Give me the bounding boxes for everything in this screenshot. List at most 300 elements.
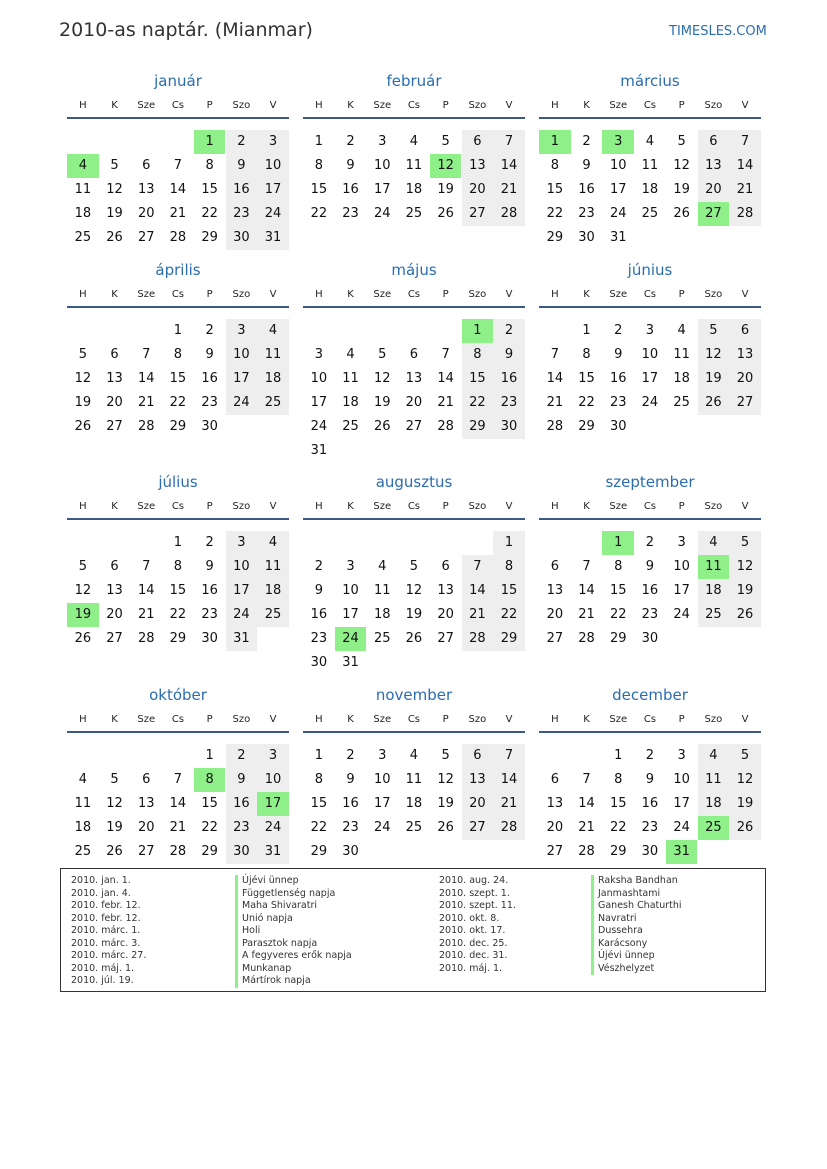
day-cell: 17 bbox=[641, 371, 659, 386]
day-cell: 6 bbox=[740, 323, 750, 338]
day-cell: 7 bbox=[142, 559, 151, 574]
day-cell: 13 bbox=[137, 796, 155, 811]
day-cell: 15 bbox=[546, 182, 564, 197]
day-cell: 14 bbox=[137, 371, 155, 386]
day-cell: 25 bbox=[342, 419, 359, 434]
legend-date: 2010. febr. 12. bbox=[71, 912, 141, 924]
weekday-header: K bbox=[347, 501, 354, 512]
day-cell: 25 bbox=[74, 230, 92, 245]
legend-date-column bbox=[71, 875, 146, 988]
day-cell: 11 bbox=[264, 347, 282, 362]
day-cell: 27 bbox=[546, 844, 564, 859]
day-cell: 5 bbox=[409, 559, 419, 574]
day-cell: 25 bbox=[673, 395, 690, 410]
weekday-header: V bbox=[741, 100, 749, 111]
day-cell: 12 bbox=[437, 772, 454, 787]
weekday-header: H bbox=[551, 289, 559, 300]
day-cell: 8 bbox=[582, 347, 591, 362]
holiday-day-cell: 11 bbox=[698, 555, 730, 579]
weekday-header: Szo bbox=[704, 289, 723, 300]
weekday-header: V bbox=[269, 289, 277, 300]
day-cell: 16 bbox=[342, 182, 359, 197]
page-title: 2010-as naptár. (Mianmar) bbox=[59, 19, 313, 41]
day-cell: 4 bbox=[645, 134, 655, 149]
day-cell: 5 bbox=[740, 535, 750, 550]
weekday-header: Cs bbox=[407, 289, 421, 300]
month-name: július bbox=[158, 473, 198, 491]
legend-name-column bbox=[591, 875, 682, 975]
day-cell: 2 bbox=[237, 748, 246, 763]
legend-date: 2010. jan. 4. bbox=[71, 887, 131, 899]
day-cell: 5 bbox=[78, 347, 87, 362]
day-cell: 8 bbox=[314, 772, 323, 787]
day-cell: 10 bbox=[264, 158, 282, 173]
header-rule bbox=[303, 731, 525, 733]
day-cell: 30 bbox=[201, 419, 218, 434]
day-cell: 27 bbox=[106, 631, 123, 646]
day-cell: 29 bbox=[169, 631, 187, 646]
weekday-header: K bbox=[111, 289, 118, 300]
legend-date: 2010. dec. 25. bbox=[439, 937, 508, 949]
day-cell: 10 bbox=[342, 583, 359, 598]
day-cell: 14 bbox=[137, 583, 155, 598]
day-cell: 29 bbox=[310, 844, 328, 859]
weekday-header: Szo bbox=[704, 100, 723, 111]
day-cell: 21 bbox=[169, 820, 187, 835]
holiday-day-cell: 19 bbox=[67, 603, 99, 627]
month-name: március bbox=[620, 72, 680, 90]
day-cell: 25 bbox=[74, 844, 92, 859]
day-cell: 5 bbox=[709, 323, 718, 338]
day-cell: 4 bbox=[268, 323, 278, 338]
day-cell: 23 bbox=[201, 395, 218, 410]
day-cell: 17 bbox=[373, 182, 391, 197]
day-cell: 8 bbox=[473, 347, 482, 362]
day-cell: 8 bbox=[173, 347, 183, 362]
day-cell: 18 bbox=[264, 583, 282, 598]
weekday-header: Szo bbox=[468, 289, 487, 300]
header-rule bbox=[539, 518, 761, 520]
day-cell: 18 bbox=[705, 583, 722, 598]
day-cell: 5 bbox=[441, 134, 450, 149]
day-cell: 13 bbox=[736, 347, 754, 362]
day-cell: 20 bbox=[106, 607, 123, 622]
day-cell: 20 bbox=[705, 182, 722, 197]
weekday-header: V bbox=[505, 289, 513, 300]
weekday-header: Szo bbox=[232, 714, 251, 725]
legend-holiday-name: Unió napja bbox=[235, 913, 352, 926]
day-cell: 1 bbox=[314, 134, 323, 149]
day-cell: 26 bbox=[673, 206, 690, 221]
day-cell: 13 bbox=[405, 371, 423, 386]
month-name: május bbox=[391, 261, 437, 279]
weekday-header: H bbox=[79, 714, 87, 725]
day-cell: 23 bbox=[641, 607, 659, 622]
day-cell: 13 bbox=[469, 772, 486, 787]
day-cell: 14 bbox=[437, 371, 454, 386]
day-cell: 1 bbox=[173, 323, 183, 338]
day-cell: 11 bbox=[342, 371, 359, 386]
weekday-header: Cs bbox=[171, 501, 185, 512]
weekday-header: P bbox=[442, 501, 449, 512]
day-cell: 22 bbox=[546, 206, 564, 221]
day-cell: 8 bbox=[504, 559, 514, 574]
month-name: november bbox=[375, 686, 453, 704]
weekday-header: V bbox=[505, 714, 513, 725]
day-cell: 6 bbox=[441, 559, 450, 574]
day-cell: 28 bbox=[578, 844, 595, 859]
header-rule bbox=[67, 731, 289, 733]
day-cell: 16 bbox=[233, 796, 250, 811]
day-cell: 16 bbox=[233, 182, 250, 197]
weekday-header: Sze bbox=[373, 714, 392, 725]
legend-holiday-name: Janmashtami bbox=[591, 888, 682, 901]
day-cell: 3 bbox=[237, 535, 246, 550]
holiday-day-cell: 27 bbox=[698, 202, 730, 226]
weekday-header: Cs bbox=[643, 501, 657, 512]
legend-date: 2010. jan. 1. bbox=[71, 875, 131, 886]
day-cell: 26 bbox=[405, 631, 423, 646]
day-cell: 28 bbox=[500, 820, 518, 835]
day-cell: 20 bbox=[437, 607, 454, 622]
day-cell: 26 bbox=[106, 230, 123, 245]
day-cell: 7 bbox=[173, 772, 183, 787]
month-name: szeptember bbox=[605, 473, 695, 491]
day-cell: 3 bbox=[346, 559, 355, 574]
legend-name-column bbox=[235, 875, 352, 988]
weekday-header: P bbox=[206, 289, 213, 300]
day-cell: 7 bbox=[173, 158, 183, 173]
weekday-header: Cs bbox=[407, 714, 421, 725]
day-cell: 19 bbox=[405, 607, 423, 622]
day-cell: 11 bbox=[673, 347, 690, 362]
day-cell: 6 bbox=[473, 748, 482, 763]
day-cell: 10 bbox=[673, 772, 690, 787]
holiday-day-cell: 3 bbox=[602, 130, 634, 154]
day-cell: 15 bbox=[609, 796, 627, 811]
day-cell: 31 bbox=[609, 230, 627, 245]
weekday-header: K bbox=[583, 289, 590, 300]
day-cell: 4 bbox=[677, 323, 686, 338]
day-cell: 7 bbox=[504, 748, 514, 763]
day-cell: 24 bbox=[233, 395, 250, 410]
day-cell: 16 bbox=[342, 796, 359, 811]
header-rule bbox=[303, 518, 525, 520]
day-cell: 31 bbox=[310, 443, 328, 458]
day-cell: 9 bbox=[205, 559, 214, 574]
day-cell: 10 bbox=[373, 772, 391, 787]
legend-date: 2010. szept. 1. bbox=[439, 887, 510, 899]
legend-holiday-name: Újévi ünnep bbox=[235, 875, 352, 888]
day-cell: 24 bbox=[373, 206, 391, 221]
day-cell: 21 bbox=[137, 395, 155, 410]
day-cell: 2 bbox=[582, 134, 591, 149]
day-cell: 30 bbox=[609, 419, 627, 434]
weekday-header: Cs bbox=[407, 100, 421, 111]
day-cell: 21 bbox=[500, 182, 518, 197]
day-cell: 21 bbox=[437, 395, 454, 410]
day-cell: 30 bbox=[233, 230, 250, 245]
day-cell: 24 bbox=[673, 820, 690, 835]
day-cell: 26 bbox=[736, 820, 754, 835]
day-cell: 13 bbox=[469, 158, 486, 173]
day-cell: 8 bbox=[614, 772, 623, 787]
month-name: augusztus bbox=[375, 473, 453, 491]
weekday-header: V bbox=[505, 100, 513, 111]
month-name: október bbox=[149, 686, 207, 704]
day-cell: 16 bbox=[500, 371, 518, 386]
holiday-day-cell: 1 bbox=[194, 130, 226, 154]
day-cell: 1 bbox=[173, 535, 183, 550]
day-cell: 16 bbox=[578, 182, 595, 197]
weekday-header: Cs bbox=[171, 289, 185, 300]
weekday-header: K bbox=[347, 100, 354, 111]
day-cell: 2 bbox=[346, 134, 355, 149]
day-cell: 30 bbox=[310, 655, 328, 670]
day-cell: 22 bbox=[310, 820, 328, 835]
weekday-header: K bbox=[111, 100, 118, 111]
day-cell: 16 bbox=[641, 583, 659, 598]
day-cell: 25 bbox=[264, 607, 282, 622]
day-cell: 8 bbox=[314, 158, 323, 173]
day-cell: 15 bbox=[500, 583, 518, 598]
day-cell: 19 bbox=[373, 395, 391, 410]
day-cell: 15 bbox=[201, 182, 218, 197]
day-cell: 15 bbox=[578, 371, 595, 386]
day-cell: 5 bbox=[677, 134, 686, 149]
legend-holiday-name: Parasztok napja bbox=[235, 938, 352, 951]
day-cell: 17 bbox=[373, 796, 391, 811]
day-cell: 14 bbox=[469, 583, 486, 598]
day-cell: 24 bbox=[264, 206, 282, 221]
weekday-header: Sze bbox=[137, 714, 156, 725]
day-cell: 4 bbox=[709, 535, 718, 550]
day-cell: 30 bbox=[233, 844, 250, 859]
day-cell: 30 bbox=[641, 631, 659, 646]
day-cell: 14 bbox=[736, 158, 754, 173]
day-cell: 2 bbox=[205, 323, 214, 338]
day-cell: 20 bbox=[469, 796, 486, 811]
weekday-header: H bbox=[315, 714, 323, 725]
day-cell: 25 bbox=[373, 631, 391, 646]
header-rule bbox=[67, 518, 289, 520]
header-rule bbox=[303, 117, 525, 119]
day-cell: 9 bbox=[205, 347, 214, 362]
day-cell: 26 bbox=[736, 607, 754, 622]
day-cell: 18 bbox=[673, 371, 690, 386]
day-cell: 29 bbox=[578, 419, 595, 434]
day-cell: 21 bbox=[578, 820, 595, 835]
day-cell: 30 bbox=[500, 419, 518, 434]
day-cell: 12 bbox=[736, 772, 754, 787]
weekday-header: H bbox=[315, 289, 323, 300]
weekday-header: Sze bbox=[373, 100, 392, 111]
weekday-header: Sze bbox=[609, 100, 628, 111]
day-cell: 21 bbox=[469, 607, 486, 622]
day-cell: 10 bbox=[609, 158, 627, 173]
day-cell: 18 bbox=[74, 206, 92, 221]
day-cell: 23 bbox=[609, 395, 627, 410]
day-cell: 9 bbox=[346, 772, 355, 787]
month-name: június bbox=[627, 261, 673, 279]
day-cell: 29 bbox=[201, 230, 218, 245]
legend-holiday-name: Maha Shivaratri bbox=[235, 900, 352, 913]
site-link[interactable]: TIMESLES.COM bbox=[669, 24, 767, 39]
day-cell: 5 bbox=[78, 559, 87, 574]
day-cell: 24 bbox=[233, 607, 250, 622]
day-cell: 3 bbox=[378, 134, 387, 149]
day-cell: 29 bbox=[609, 631, 627, 646]
day-cell: 14 bbox=[578, 796, 595, 811]
weekday-header: Szo bbox=[232, 100, 251, 111]
legend-holiday-name: Újévi ünnep bbox=[591, 950, 682, 963]
weekday-header: Cs bbox=[407, 501, 421, 512]
day-cell: 31 bbox=[342, 655, 359, 670]
day-cell: 23 bbox=[201, 607, 218, 622]
day-cell: 19 bbox=[736, 796, 754, 811]
day-cell: 23 bbox=[233, 206, 250, 221]
legend-holiday-name: Dussehra bbox=[591, 925, 682, 938]
weekday-header: V bbox=[741, 714, 749, 725]
day-cell: 19 bbox=[673, 182, 690, 197]
day-cell: 28 bbox=[736, 206, 754, 221]
day-cell: 26 bbox=[705, 395, 722, 410]
day-cell: 17 bbox=[233, 583, 250, 598]
day-cell: 5 bbox=[441, 748, 450, 763]
weekday-header: P bbox=[442, 714, 449, 725]
weekday-header: P bbox=[206, 100, 213, 111]
day-cell: 8 bbox=[614, 559, 623, 574]
weekday-header: P bbox=[442, 289, 449, 300]
day-cell: 13 bbox=[106, 371, 123, 386]
weekday-header: Sze bbox=[373, 501, 392, 512]
weekday-header: Cs bbox=[643, 714, 657, 725]
day-cell: 1 bbox=[582, 323, 591, 338]
day-cell: 18 bbox=[405, 796, 423, 811]
day-cell: 18 bbox=[641, 182, 659, 197]
day-cell: 3 bbox=[677, 748, 686, 763]
day-cell: 27 bbox=[469, 820, 486, 835]
day-cell: 2 bbox=[645, 535, 655, 550]
day-cell: 18 bbox=[264, 371, 282, 386]
weekday-header: H bbox=[551, 714, 559, 725]
day-cell: 14 bbox=[500, 158, 518, 173]
day-cell: 18 bbox=[74, 820, 92, 835]
day-cell: 19 bbox=[106, 820, 123, 835]
weekday-header: P bbox=[206, 714, 213, 725]
day-cell: 25 bbox=[641, 206, 659, 221]
header-rule bbox=[539, 731, 761, 733]
day-cell: 6 bbox=[550, 559, 559, 574]
day-cell: 6 bbox=[709, 134, 718, 149]
day-cell: 11 bbox=[705, 772, 722, 787]
holiday-day-cell: 1 bbox=[462, 319, 494, 343]
day-cell: 21 bbox=[169, 206, 187, 221]
day-cell: 25 bbox=[405, 820, 423, 835]
day-cell: 30 bbox=[641, 844, 659, 859]
day-cell: 31 bbox=[264, 230, 282, 245]
day-cell: 3 bbox=[645, 323, 655, 338]
day-cell: 28 bbox=[137, 419, 155, 434]
day-cell: 20 bbox=[546, 820, 564, 835]
header-rule bbox=[539, 306, 761, 308]
day-cell: 12 bbox=[74, 371, 92, 386]
day-cell: 23 bbox=[641, 820, 659, 835]
day-cell: 25 bbox=[264, 395, 282, 410]
weekday-header: K bbox=[583, 501, 590, 512]
legend-date-column bbox=[439, 875, 516, 975]
day-cell: 25 bbox=[405, 206, 423, 221]
day-cell: 22 bbox=[578, 395, 595, 410]
weekday-header: V bbox=[269, 714, 277, 725]
day-cell: 27 bbox=[137, 230, 155, 245]
day-cell: 22 bbox=[500, 607, 518, 622]
day-cell: 3 bbox=[268, 134, 278, 149]
day-cell: 8 bbox=[173, 559, 183, 574]
day-cell: 23 bbox=[578, 206, 595, 221]
day-cell: 19 bbox=[74, 395, 92, 410]
weekday-header: H bbox=[315, 100, 323, 111]
day-cell: 9 bbox=[582, 158, 591, 173]
day-cell: 28 bbox=[469, 631, 486, 646]
day-cell: 28 bbox=[169, 844, 187, 859]
day-cell: 29 bbox=[201, 844, 218, 859]
day-cell: 17 bbox=[673, 583, 690, 598]
day-cell: 17 bbox=[609, 182, 627, 197]
legend-holiday-name: A fegyveres erők napja bbox=[235, 950, 352, 963]
weekday-header: Cs bbox=[643, 289, 657, 300]
day-cell: 22 bbox=[609, 820, 627, 835]
day-cell: 1 bbox=[504, 535, 514, 550]
day-cell: 1 bbox=[314, 748, 323, 763]
legend-holiday-name: Holi bbox=[235, 925, 352, 938]
day-cell: 11 bbox=[405, 772, 423, 787]
day-cell: 20 bbox=[546, 607, 564, 622]
weekday-header: P bbox=[678, 501, 685, 512]
day-cell: 22 bbox=[169, 607, 187, 622]
legend-date: 2010. dec. 31. bbox=[439, 950, 508, 961]
day-cell: 26 bbox=[437, 820, 454, 835]
day-cell: 15 bbox=[609, 583, 627, 598]
legend-date: 2010. júl. 19. bbox=[71, 975, 134, 986]
day-cell: 17 bbox=[310, 395, 328, 410]
day-cell: 12 bbox=[405, 583, 423, 598]
weekday-header: Sze bbox=[609, 501, 628, 512]
day-cell: 26 bbox=[74, 419, 92, 434]
day-cell: 29 bbox=[169, 419, 187, 434]
day-cell: 27 bbox=[405, 419, 423, 434]
day-cell: 23 bbox=[342, 820, 359, 835]
day-cell: 28 bbox=[169, 230, 187, 245]
day-cell: 14 bbox=[169, 182, 187, 197]
weekday-header: H bbox=[551, 501, 559, 512]
day-cell: 2 bbox=[205, 535, 214, 550]
day-cell: 11 bbox=[405, 158, 423, 173]
day-cell: 7 bbox=[441, 347, 450, 362]
day-cell: 3 bbox=[677, 535, 686, 550]
day-cell: 13 bbox=[106, 583, 123, 598]
day-cell: 1 bbox=[205, 748, 214, 763]
day-cell: 20 bbox=[106, 395, 123, 410]
day-cell: 13 bbox=[546, 796, 564, 811]
day-cell: 5 bbox=[110, 772, 119, 787]
legend-holiday-name: Függetlenség napja bbox=[235, 888, 352, 901]
day-cell: 24 bbox=[310, 419, 328, 434]
legend-date: 2010. máj. 1. bbox=[439, 962, 503, 974]
day-cell: 3 bbox=[378, 748, 387, 763]
day-cell: 22 bbox=[469, 395, 486, 410]
day-cell: 27 bbox=[137, 844, 155, 859]
